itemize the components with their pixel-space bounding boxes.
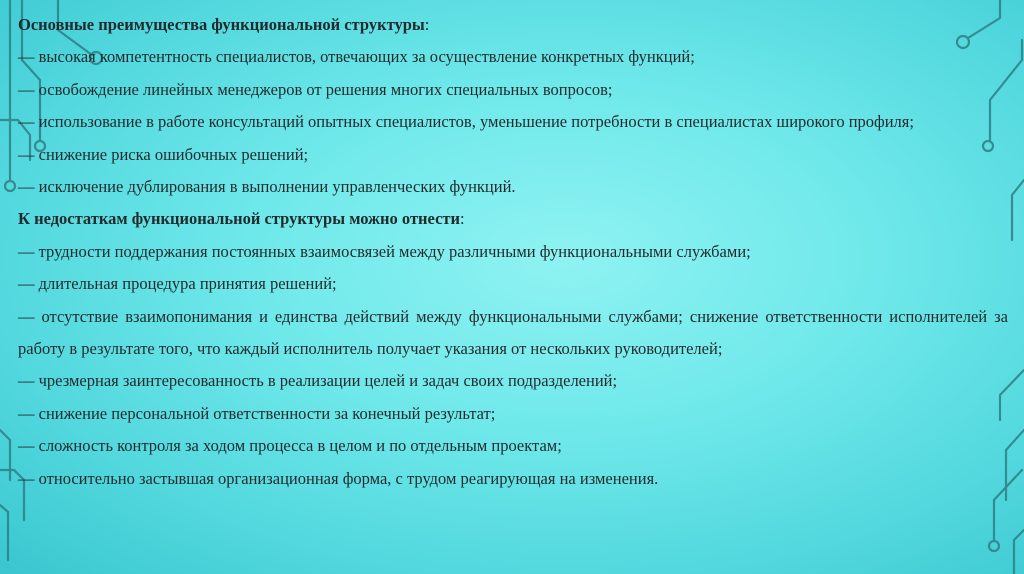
advantages-heading (18, 9, 1008, 41)
disadvantages-heading (18, 203, 1008, 235)
advantages-heading-colon: : (424, 15, 430, 34)
disadvantage-item: — отсутствие взаимопонимания и единства действий между функциональными службами; снижение ответственности исполнителей за работу в результате того, что каждый исполнитель получает указания от нескольких руководителей; (18, 306, 1008, 359)
advantages-heading-text: Основные преимущества функциональной структуры (18, 15, 425, 34)
advantage-item: — освобождение линейных менеджеров от решения многих специальных вопросов; (18, 79, 613, 99)
disadvantage-item: — снижение персональной ответственности за конечный результат; (18, 403, 496, 423)
advantage-item: — использование в работе консультаций опытных специалистов, уменьшение потребности в специалистах широкого профиля; (18, 112, 914, 132)
advantage-item: — исключение дублирования в выполнении управленческих функций. (18, 177, 516, 197)
disadvantages-heading-colon: : (460, 209, 465, 229)
disadvantage-item: — длительная процедура принятия решений; (18, 274, 337, 294)
advantage-item: — высокая компетентность специалистов, отвечающих за осуществление конкретных функций; (18, 47, 695, 67)
slide-text (18, 9, 1008, 495)
disadvantage-item: — чрезмерная заинтересованность в реализации целей и задач своих подразделений; (18, 371, 618, 391)
disadvantage-item: — сложность контроля за ходом процесса в целом и по отдельным проектам; (18, 436, 562, 456)
disadvantages-heading-text: К недостаткам функциональной структуры можно отнести (18, 209, 461, 229)
disadvantage-item: — относительно застывшая организационная форма, с трудом реагирующая на изменения. (18, 468, 659, 488)
advantage-item: — снижение риска ошибочных решений; (18, 144, 309, 164)
disadvantage-item: — трудности поддержания постоянных взаимосвязей между различными функциональными службами; (18, 241, 751, 261)
